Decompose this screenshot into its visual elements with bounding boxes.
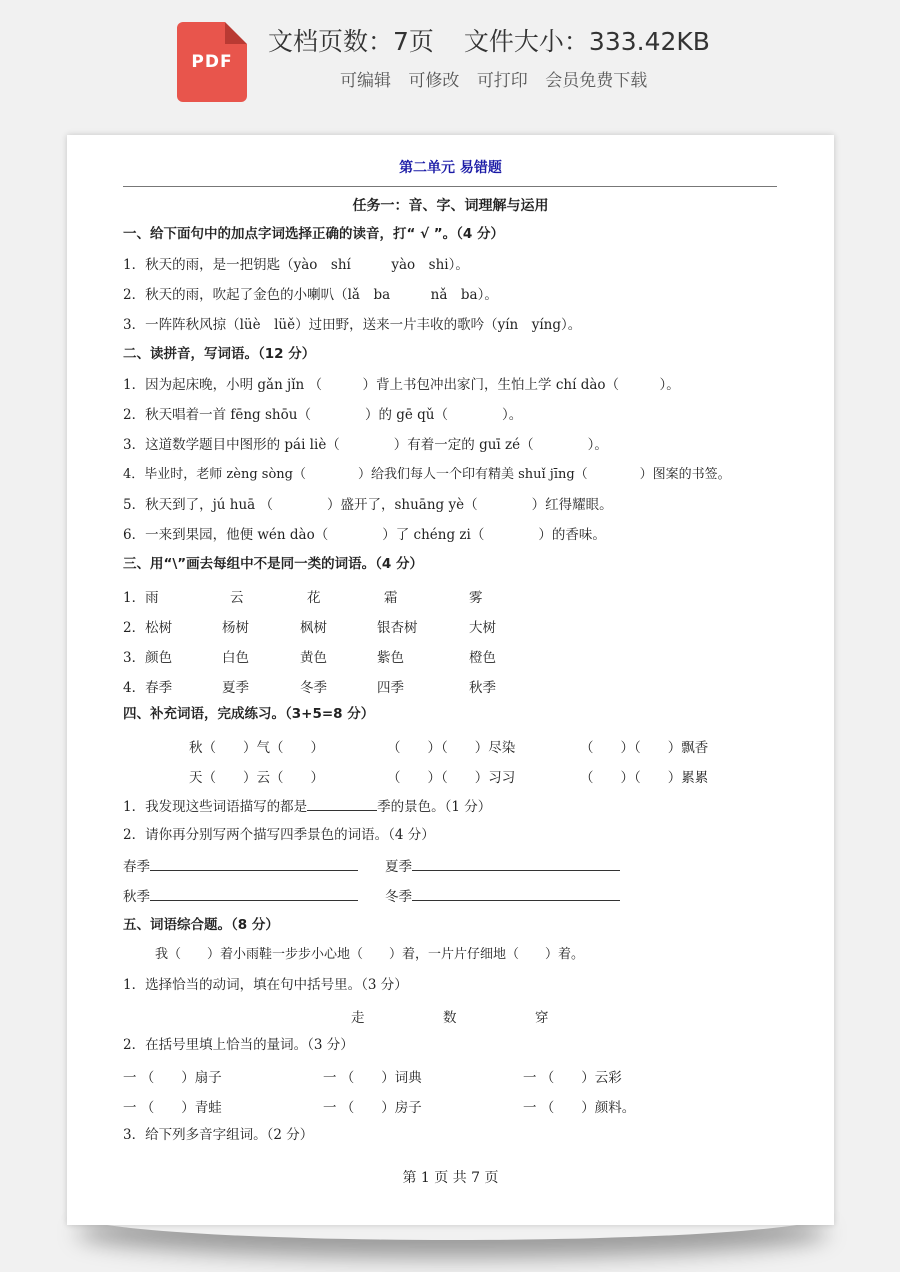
section-3-heading: 三、用“\”画去每组中不是同一类的词语。（4 分） bbox=[123, 556, 424, 572]
word-cell: 2．松树 bbox=[123, 620, 173, 636]
section-5-question-3: 3．给下列多音字组词。（2 分） bbox=[123, 1127, 314, 1143]
measure-blank: 一 （ ）扇子 bbox=[123, 1070, 222, 1086]
measure-blank: 一 （ ）房子 bbox=[323, 1100, 422, 1116]
word-cell: 四季 bbox=[377, 680, 404, 696]
phrase-blank: （ ）（ ）习习 bbox=[387, 770, 516, 786]
season-answer-row bbox=[123, 886, 358, 906]
phrase-blank: （ ）（ ）累累 bbox=[580, 770, 709, 786]
section-4-question-1 bbox=[123, 796, 491, 816]
section-2-heading: 二、读拼音，写词语。（12 分） bbox=[123, 346, 316, 362]
measure-blank: 一 （ ）词典 bbox=[323, 1070, 422, 1086]
measure-blank: 一 （ ）颜料。 bbox=[523, 1100, 636, 1116]
task-heading: 任务一：音、字、词理解与运用 bbox=[352, 198, 549, 214]
page-count: 文档页数：7页 bbox=[268, 27, 434, 56]
word-cell: 黄色 bbox=[300, 650, 327, 666]
word-cell: 1．雨 bbox=[123, 590, 159, 606]
word-cell: 银杏树 bbox=[377, 620, 418, 636]
perm-member-download: 会员免费下载 bbox=[545, 71, 648, 91]
word-cell: 大树 bbox=[469, 620, 496, 636]
phrase-blank: 秋（ ）气（ ） bbox=[189, 740, 324, 756]
section-4-heading: 四、补充词语，完成练习。（3+5=8 分） bbox=[123, 706, 375, 722]
phrase-blank: （ ）（ ）飘香 bbox=[580, 740, 709, 756]
answer-underline bbox=[150, 886, 358, 901]
measure-blank: 一 （ ）云彩 bbox=[523, 1070, 622, 1086]
answer-underline bbox=[150, 856, 358, 871]
section-2-item: 6．一来到果园，他便 wén dào（ ）了 chéng zi（ ）的香味。 bbox=[123, 527, 606, 543]
pdf-icon-label: PDF bbox=[191, 52, 233, 72]
season-label: 冬季 bbox=[385, 889, 412, 905]
season-label: 夏季 bbox=[385, 859, 412, 875]
season-answer-row bbox=[123, 856, 358, 876]
season-label: 春季 bbox=[123, 859, 150, 875]
verb-option: 数 bbox=[443, 1010, 457, 1026]
download-banner bbox=[0, 0, 900, 120]
doc-title: 第二单元 易错题 bbox=[399, 160, 502, 176]
word-cell: 4．春季 bbox=[123, 680, 173, 696]
word-cell: 霜 bbox=[384, 590, 398, 606]
file-size: 文件大小：333.42KB bbox=[463, 27, 710, 56]
section-1-item: 1．秋天的雨，是一把钥匙（yào shí yào shi）。 bbox=[123, 257, 469, 273]
word-cell: 冬季 bbox=[300, 680, 327, 696]
season-answer-row bbox=[385, 886, 620, 906]
phrase-blank: 天（ ）云（ ） bbox=[189, 770, 324, 786]
section-5-question-1: 1．选择恰当的动词，填在句中括号里。（3 分） bbox=[123, 977, 408, 993]
perm-printable: 可打印 bbox=[476, 71, 528, 91]
word-cell: 紫色 bbox=[377, 650, 404, 666]
section-2-item: 2．秋天唱着一首 fēng shōu（ ）的 gē qǔ（ ）。 bbox=[123, 407, 523, 423]
section-4-question-2: 2．请你再分别写两个描写四季景色的词语。（4 分） bbox=[123, 827, 435, 843]
word-cell: 夏季 bbox=[222, 680, 249, 696]
pdf-file-icon bbox=[177, 22, 247, 102]
perm-modifiable: 可修改 bbox=[408, 71, 460, 91]
question-text: 1．我发现这些词语描写的都是 bbox=[123, 799, 308, 815]
word-cell: 杨树 bbox=[222, 620, 249, 636]
season-label: 秋季 bbox=[123, 889, 150, 905]
verb-option: 穿 bbox=[535, 1010, 549, 1026]
word-cell: 白色 bbox=[222, 650, 249, 666]
verb-option: 走 bbox=[351, 1010, 365, 1026]
section-2-item: 3．这道数学题目中图形的 pái liè（ ）有着一定的 guī zé（ ）。 bbox=[123, 437, 608, 453]
perm-editable: 可编辑 bbox=[340, 71, 391, 91]
page-fold-corner bbox=[225, 22, 247, 44]
fill-in-sentence: 我（ ）着小雨鞋一步步小心地（ ）着，一片片仔细地（ ）着。 bbox=[155, 947, 585, 962]
word-cell: 花 bbox=[307, 590, 321, 606]
document-page bbox=[67, 135, 834, 1225]
file-stats bbox=[268, 22, 710, 58]
permissions-list bbox=[340, 66, 659, 91]
section-2-item: 4．毕业时，老师 zèng sòng（ ）给我们每人一个印有精美 shuǐ jīng（ ）图案的书签。 bbox=[123, 467, 731, 482]
section-2-item: 1．因为起床晚，小明 gǎn jǐn （ ）背上书包冲出家门，生怕上学 chí dào（ ）。 bbox=[123, 377, 680, 393]
section-1-heading: 一、给下面句中的加点字词选择正确的读音，打“ √ ”。（4 分） bbox=[123, 226, 504, 242]
section-2-item: 5．秋天到了，jú huā （ ）盛开了，shuāng yè（ ）红得耀眼。 bbox=[123, 497, 613, 513]
word-cell: 秋季 bbox=[469, 680, 496, 696]
page-footer: 第 1 页 共 7 页 bbox=[402, 1170, 499, 1186]
section-5-heading: 五、词语综合题。（8 分） bbox=[123, 917, 279, 933]
phrase-blank: （ ）（ ）尽染 bbox=[387, 740, 516, 756]
measure-blank: 一 （ ）青蛙 bbox=[123, 1100, 222, 1116]
section-1-item: 3．一阵阵秋风掠（lüè lüě）过田野，送来一片丰收的歌吟（yín yíng）。 bbox=[123, 317, 582, 333]
section-5-question-2: 2．在括号里填上恰当的量词。（3 分） bbox=[123, 1037, 354, 1053]
answer-underline bbox=[412, 886, 620, 901]
answer-underline bbox=[307, 796, 377, 811]
answer-underline bbox=[412, 856, 620, 871]
word-cell: 橙色 bbox=[469, 650, 496, 666]
word-cell: 云 bbox=[230, 590, 244, 606]
question-text: 季的景色。（1 分） bbox=[377, 799, 492, 815]
title-divider bbox=[123, 186, 777, 187]
word-cell: 3．颜色 bbox=[123, 650, 173, 666]
season-answer-row bbox=[385, 856, 620, 876]
section-1-item: 2．秋天的雨，吹起了金色的小喇叭（lǎ ba nǎ ba）。 bbox=[123, 287, 498, 303]
word-cell: 枫树 bbox=[300, 620, 327, 636]
word-cell: 雾 bbox=[469, 590, 483, 606]
